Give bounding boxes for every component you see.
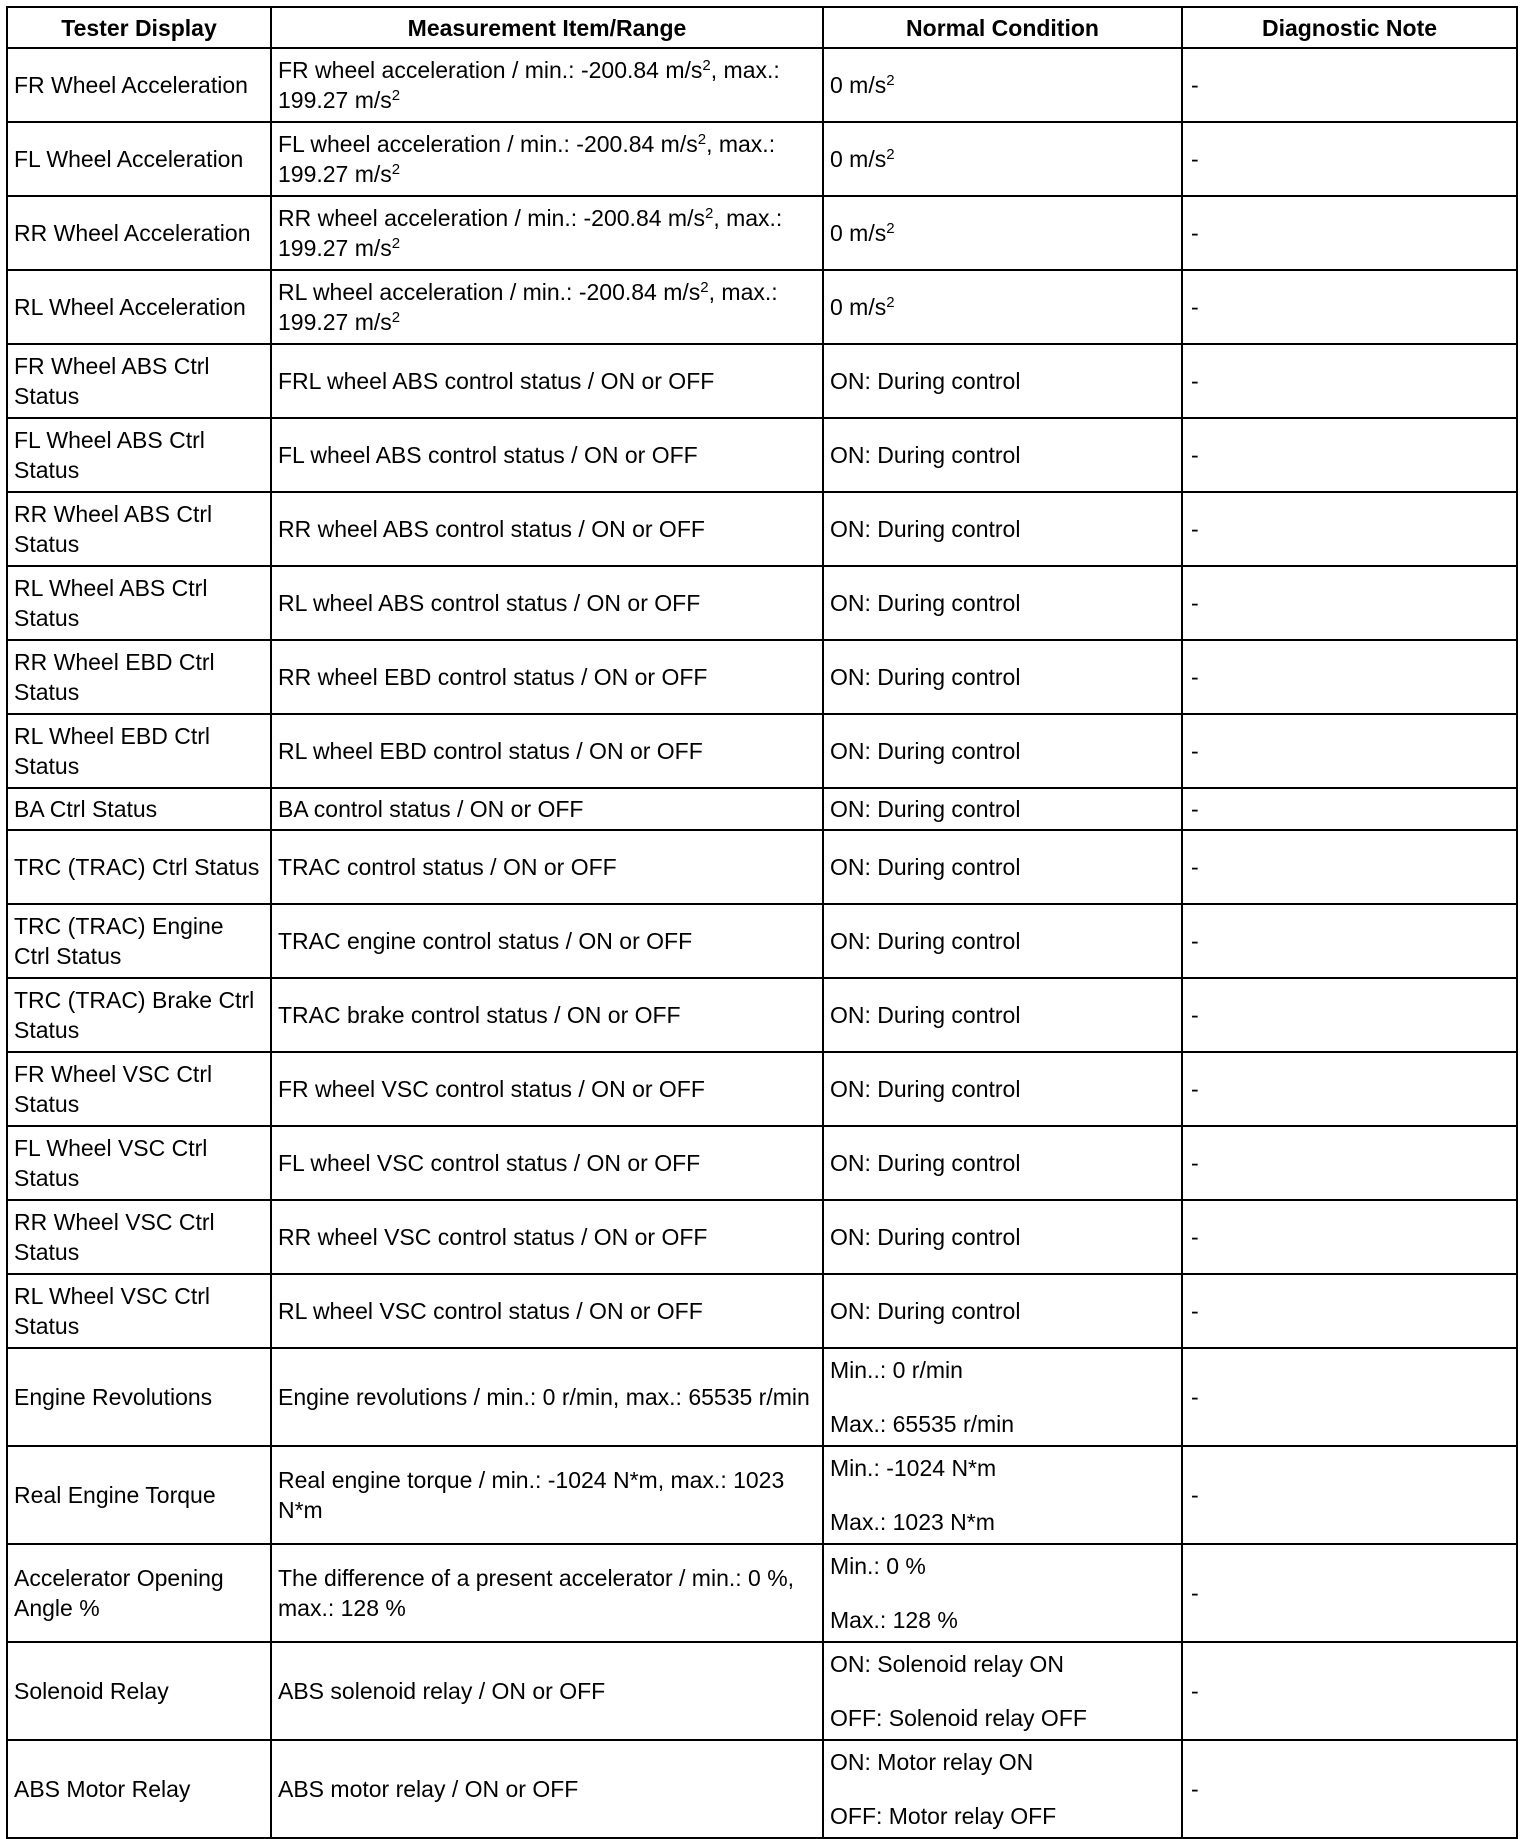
diagnostic-note-cell: - — [1182, 978, 1517, 1052]
superscript: 2 — [704, 205, 714, 222]
table-row — [7, 418, 1517, 492]
tester-display-cell: FR Wheel ABS Ctrl Status — [7, 344, 271, 418]
tester-display-cell: ABS Motor Relay — [7, 1740, 271, 1838]
normal-condition-cell: ON: During control — [823, 418, 1182, 492]
tester-display-cell: RR Wheel VSC Ctrl Status — [7, 1200, 271, 1274]
table-row — [7, 1052, 1517, 1126]
measurement-range-cell: TRAC engine control status / ON or OFF — [271, 904, 823, 978]
condition-max: Max.: 128 % — [830, 1607, 958, 1633]
tester-display-cell: FL Wheel ABS Ctrl Status — [7, 418, 271, 492]
normal-condition-cell — [823, 1740, 1182, 1838]
normal-condition-cell — [823, 270, 1182, 344]
condition-on: ON: Solenoid relay ON — [830, 1651, 1064, 1677]
diagnostic-note-cell: - — [1182, 1126, 1517, 1200]
condition-text: 0 m/s — [830, 220, 887, 246]
tester-display-cell: RR Wheel ABS Ctrl Status — [7, 492, 271, 566]
diagnostic-note-cell: - — [1182, 830, 1517, 904]
table-row — [7, 1740, 1517, 1838]
table-row — [7, 122, 1517, 196]
range-text: FR wheel acceleration / min.: -200.84 m/s — [278, 57, 703, 83]
superscript: 2 — [391, 309, 401, 326]
header-measurement-range: Measurement Item/Range — [271, 7, 823, 48]
diagnostic-note-cell: - — [1182, 48, 1517, 122]
normal-condition-cell — [823, 1348, 1182, 1446]
tester-display-cell: FR Wheel Acceleration — [7, 48, 271, 122]
measurement-range-cell: RL wheel EBD control status / ON or OFF — [271, 714, 823, 788]
range-text: , max.: 199.27 m/s — [278, 205, 783, 261]
table-row — [7, 1274, 1517, 1348]
measurement-range-cell: RR wheel ABS control status / ON or OFF — [271, 492, 823, 566]
range-text: RL wheel acceleration / min.: -200.84 m/s — [278, 279, 701, 305]
measurement-range-cell: The difference of a present accelerator / min.: 0 %, max.: 128 % — [271, 1544, 823, 1642]
tester-display-cell: TRC (TRAC) Engine Ctrl Status — [7, 904, 271, 978]
normal-condition-cell: ON: During control — [823, 1200, 1182, 1274]
diagnostic-note-cell: - — [1182, 492, 1517, 566]
diagnostic-note-cell: - — [1182, 1052, 1517, 1126]
diagnostic-note-cell: - — [1182, 1274, 1517, 1348]
tester-display-cell: Accelerator Opening Angle % — [7, 1544, 271, 1642]
normal-condition-cell — [823, 48, 1182, 122]
tester-display-cell: TRC (TRAC) Brake Ctrl Status — [7, 978, 271, 1052]
table-row — [7, 904, 1517, 978]
normal-condition-cell — [823, 122, 1182, 196]
table-row — [7, 1446, 1517, 1544]
tester-display-cell: TRC (TRAC) Ctrl Status — [7, 830, 271, 904]
tester-display-cell: BA Ctrl Status — [7, 788, 271, 830]
diagnostic-note-cell: - — [1182, 418, 1517, 492]
condition-min: Min.: 0 % — [830, 1553, 926, 1579]
normal-condition-cell: ON: During control — [823, 344, 1182, 418]
diagnostic-note-cell: - — [1182, 1348, 1517, 1446]
superscript: 2 — [697, 131, 707, 148]
condition-text: 0 m/s — [830, 294, 887, 320]
tester-display-cell: RL Wheel EBD Ctrl Status — [7, 714, 271, 788]
measurement-range-cell — [271, 270, 823, 344]
normal-condition-cell: ON: During control — [823, 978, 1182, 1052]
diagnostic-note-cell: - — [1182, 714, 1517, 788]
header-tester-display: Tester Display — [7, 7, 271, 48]
superscript: 2 — [702, 57, 711, 74]
data-list-table — [6, 6, 1518, 1839]
normal-condition-cell: ON: During control — [823, 904, 1182, 978]
measurement-range-cell: TRAC brake control status / ON or OFF — [271, 978, 823, 1052]
header-row — [7, 7, 1517, 48]
table-row — [7, 1642, 1517, 1740]
normal-condition-cell — [823, 1642, 1182, 1740]
normal-condition-cell — [823, 1446, 1182, 1544]
measurement-range-cell: TRAC control status / ON or OFF — [271, 830, 823, 904]
normal-condition-cell: ON: During control — [823, 830, 1182, 904]
condition-min: Min.: -1024 N*m — [830, 1455, 997, 1481]
condition-text: 0 m/s — [830, 146, 887, 172]
table-row — [7, 270, 1517, 344]
condition-off: OFF: Solenoid relay OFF — [830, 1705, 1087, 1731]
measurement-range-cell: FL wheel VSC control status / ON or OFF — [271, 1126, 823, 1200]
condition-on: ON: Motor relay ON — [830, 1749, 1034, 1775]
range-text: , max.: 199.27 m/s — [278, 57, 780, 113]
table-row — [7, 788, 1517, 830]
range-text: , max.: 199.27 m/s — [278, 131, 776, 187]
measurement-range-cell: FL wheel ABS control status / ON or OFF — [271, 418, 823, 492]
diagnostic-note-cell: - — [1182, 270, 1517, 344]
table-row — [7, 978, 1517, 1052]
table-row — [7, 830, 1517, 904]
tester-display-cell: Solenoid Relay — [7, 1642, 271, 1740]
superscript: 2 — [886, 72, 895, 89]
diagnostic-note-cell: - — [1182, 904, 1517, 978]
condition-max: Max.: 65535 r/min — [830, 1411, 1015, 1437]
measurement-range-cell: ABS solenoid relay / ON or OFF — [271, 1642, 823, 1740]
header-diagnostic-note: Diagnostic Note — [1182, 7, 1517, 48]
tester-display-cell: RL Wheel ABS Ctrl Status — [7, 566, 271, 640]
table-row — [7, 1200, 1517, 1274]
measurement-range-cell — [271, 196, 823, 270]
normal-condition-cell — [823, 196, 1182, 270]
table-row — [7, 714, 1517, 788]
measurement-range-cell: BA control status / ON or OFF — [271, 788, 823, 830]
table-row — [7, 1348, 1517, 1446]
superscript: 2 — [700, 279, 709, 296]
normal-condition-cell: ON: During control — [823, 1052, 1182, 1126]
range-text: FL wheel acceleration / min.: -200.84 m/s — [278, 131, 698, 157]
table-row — [7, 196, 1517, 270]
normal-condition-cell: ON: During control — [823, 1274, 1182, 1348]
diagnostic-note-cell: - — [1182, 344, 1517, 418]
diagnostic-note-cell: - — [1182, 1642, 1517, 1740]
tester-display-cell: FL Wheel Acceleration — [7, 122, 271, 196]
header-normal-condition: Normal Condition — [823, 7, 1182, 48]
tester-display-cell: RL Wheel Acceleration — [7, 270, 271, 344]
superscript: 2 — [391, 87, 401, 104]
tester-display-cell: RR Wheel Acceleration — [7, 196, 271, 270]
diagnostic-note-cell: - — [1182, 1740, 1517, 1838]
table-row — [7, 48, 1517, 122]
superscript: 2 — [886, 220, 895, 237]
diagnostic-note-cell: - — [1182, 640, 1517, 714]
table-row — [7, 566, 1517, 640]
tester-display-cell: Engine Revolutions — [7, 1348, 271, 1446]
normal-condition-cell: ON: During control — [823, 714, 1182, 788]
measurement-range-cell: Real engine torque / min.: -1024 N*m, max.: 1023 N*m — [271, 1446, 823, 1544]
superscript: 2 — [391, 235, 401, 252]
condition-max: Max.: 1023 N*m — [830, 1509, 995, 1535]
superscript: 2 — [391, 161, 401, 178]
table-row — [7, 640, 1517, 714]
condition-min: Min..: 0 r/min — [830, 1357, 963, 1383]
normal-condition-cell: ON: During control — [823, 788, 1182, 830]
normal-condition-cell: ON: During control — [823, 566, 1182, 640]
diagnostic-note-cell: - — [1182, 122, 1517, 196]
measurement-range-cell — [271, 48, 823, 122]
measurement-range-cell: RL wheel VSC control status / ON or OFF — [271, 1274, 823, 1348]
range-text: , max.: 199.27 m/s — [278, 279, 778, 335]
measurement-range-cell: RL wheel ABS control status / ON or OFF — [271, 566, 823, 640]
condition-off: OFF: Motor relay OFF — [830, 1803, 1057, 1829]
table-row — [7, 344, 1517, 418]
tester-display-cell: FR Wheel VSC Ctrl Status — [7, 1052, 271, 1126]
tester-display-cell: Real Engine Torque — [7, 1446, 271, 1544]
tester-display-cell: FL Wheel VSC Ctrl Status — [7, 1126, 271, 1200]
table-row — [7, 492, 1517, 566]
measurement-range-cell: FR wheel VSC control status / ON or OFF — [271, 1052, 823, 1126]
condition-text: 0 m/s — [830, 72, 887, 98]
measurement-range-cell: Engine revolutions / min.: 0 r/min, max.: 65535 r/min — [271, 1348, 823, 1446]
measurement-range-cell: ABS motor relay / ON or OFF — [271, 1740, 823, 1838]
normal-condition-cell: ON: During control — [823, 492, 1182, 566]
measurement-range-cell: RR wheel VSC control status / ON or OFF — [271, 1200, 823, 1274]
normal-condition-cell: ON: During control — [823, 640, 1182, 714]
diagnostic-note-cell: - — [1182, 1544, 1517, 1642]
measurement-range-cell: FRL wheel ABS control status / ON or OFF — [271, 344, 823, 418]
tester-display-cell: RR Wheel EBD Ctrl Status — [7, 640, 271, 714]
tester-display-cell: RL Wheel VSC Ctrl Status — [7, 1274, 271, 1348]
diagnostic-note-cell: - — [1182, 1200, 1517, 1274]
range-text: RR wheel acceleration / min.: -200.84 m/s — [278, 205, 705, 231]
diagnostic-note-cell: - — [1182, 566, 1517, 640]
normal-condition-cell — [823, 1544, 1182, 1642]
measurement-range-cell — [271, 122, 823, 196]
table-row — [7, 1544, 1517, 1642]
diagnostic-note-cell: - — [1182, 196, 1517, 270]
superscript: 2 — [886, 294, 895, 311]
diagnostic-note-cell: - — [1182, 1446, 1517, 1544]
table-row — [7, 1126, 1517, 1200]
normal-condition-cell: ON: During control — [823, 1126, 1182, 1200]
superscript: 2 — [886, 146, 895, 163]
data-list-sheet — [6, 6, 1516, 1839]
diagnostic-note-cell: - — [1182, 788, 1517, 830]
measurement-range-cell: RR wheel EBD control status / ON or OFF — [271, 640, 823, 714]
